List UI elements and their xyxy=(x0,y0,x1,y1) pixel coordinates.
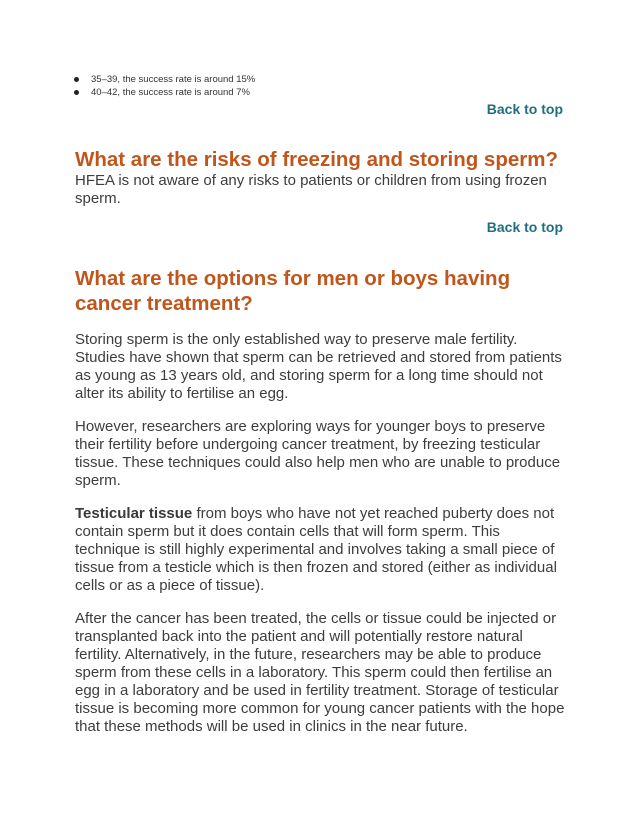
success-rate-list xyxy=(74,73,255,99)
list-item-text: 35–39, the success rate is around 15% xyxy=(91,74,256,85)
back-to-top-link[interactable]: Back to top xyxy=(486,101,563,117)
bullet-icon xyxy=(74,90,79,95)
back-to-top-link[interactable]: Back to top xyxy=(486,219,563,235)
bullet-icon xyxy=(74,77,79,82)
list-item xyxy=(74,73,255,86)
after-treatment-paragraph: After the cancer has been treated, the cells or tissue could be injected or transplanted back into the patient and will potentially restore natural fertility. Alternatively, in the future, researchers may be able to produce sperm from these cells in a laboratory. This sperm could then fertilise an egg in a laboratory and be used in fertility treatment. Storage of testicular tissue is becoming more common for young cancer patients with the hope that these methods will be used in clinics in the near future. xyxy=(75,610,565,735)
list-item-text: 40–42, the success rate is around 7% xyxy=(91,87,250,98)
list-item xyxy=(74,86,255,99)
storing-sperm-paragraph: Storing sperm is the only established way to preserve male fertility. Studies have shown that sperm can be retrieved and stored from patients as young as 13 years old, and storing sperm for a long time should not alter its ability to fertilise an egg. xyxy=(75,331,562,402)
risks-paragraph: HFEA is not aware of any risks to patients or children from using frozen sperm. xyxy=(75,172,547,207)
testicular-tissue-term: Testicular tissue xyxy=(75,505,193,522)
research-paragraph: However, researchers are exploring ways for younger boys to preserve their fertility before undergoing cancer treatment, by freezing testicular tissue. These techniques could also help men who are unable to produce sperm. xyxy=(75,418,561,489)
testicular-tissue-paragraph xyxy=(75,505,567,595)
section-heading-risks: What are the risks of freezing and storing sperm? xyxy=(75,148,558,171)
testicular-tissue-text: from boys who have not yet reached puberty does not contain sperm but it does contain cells that will form sperm. This technique is still highly experimental and involves taking a small piece of tissue from a testicle which is then frozen and stored (either as individual cells or as a piece of tissue). xyxy=(75,505,557,594)
section-heading-cancer-options: What are the options for men or boys having cancer treatment? xyxy=(75,267,511,315)
